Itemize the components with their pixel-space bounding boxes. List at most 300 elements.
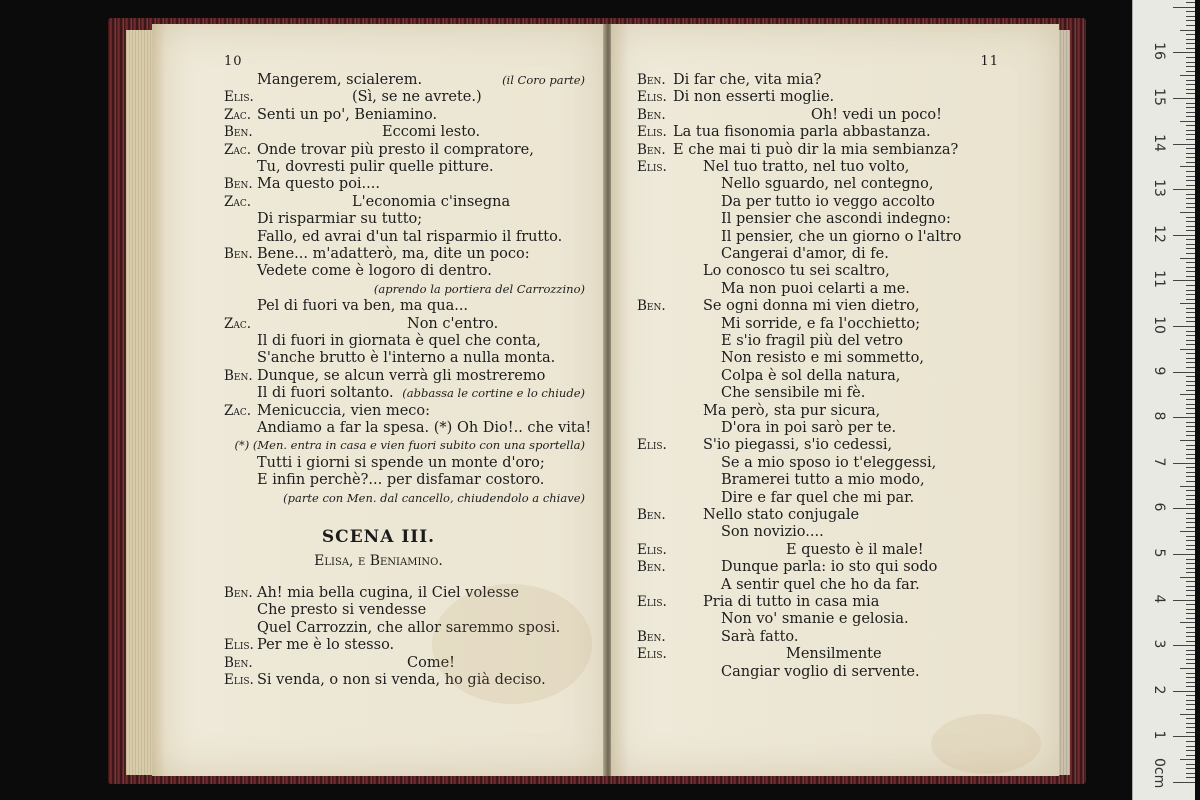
ruler-tick [1186,80,1195,81]
ruler-label: 6 [1151,502,1167,512]
ruler-tick [1186,559,1195,560]
ruler-tick [1186,613,1195,614]
ruler-tick [1186,618,1195,619]
ruler-tick [1186,659,1195,660]
text-line [152,263,605,280]
verse-text: Nello sguardo, nel contegno, [721,176,934,193]
verse-text: Vedete come è logoro di dentro. [257,263,492,280]
text-line [152,350,605,367]
text-line [611,664,1059,681]
ruler-tick [1186,590,1195,591]
ruler-tick [1186,20,1195,21]
text-line [152,124,605,141]
text-line [152,333,605,350]
text-line [611,194,1059,211]
ruler-tick [1186,276,1195,277]
ruler-tick [1186,267,1195,268]
ruler-tick [1173,326,1195,327]
ruler-tick [1186,285,1195,286]
ruler-tick [1186,103,1195,104]
ruler-tick [1186,203,1195,204]
speaker-name: Ben. [224,367,253,384]
text-line [611,437,1059,454]
speaker-name: Elis. [637,594,667,610]
verse-text: Non c'entro. [407,315,499,332]
ruler-tick [1186,504,1195,505]
verse-text: Dunque parla: io sto qui sodo [721,559,938,576]
text-line [152,72,605,89]
text-line [152,229,605,246]
paper-stain [432,584,592,704]
verse-text: Andiamo a far la spesa. (*) Oh Dio!.. che vita! [257,420,592,436]
ruler-tick [1186,390,1195,391]
ruler-label: 1 [1151,730,1167,740]
text-line [152,89,605,106]
ruler-tick [1180,714,1195,715]
text-line [611,176,1059,193]
verse-text: Pria di tutto in casa mia [703,594,880,610]
speaker-name: Elis. [637,159,667,175]
text-line [611,89,1059,106]
verse-text: Tutti i giorni si spende un monte d'oro; [257,454,545,471]
text-line [152,107,605,124]
ruler-tick [1173,417,1195,418]
verse-text: Onde trovar più presto il compratore, [257,141,534,158]
ruler-tick [1186,153,1195,154]
verse-text: Di far che, vita mia? [673,72,822,88]
ruler-label: 14 [1151,133,1167,152]
verse-text: E che mai ti può dir la mia sembianza? [673,141,959,158]
text-line [611,263,1059,280]
ruler-tick [1180,121,1195,122]
ruler-tick [1186,271,1195,272]
text-line [611,577,1059,594]
speaker-name: Zac. [224,315,252,332]
ruler-tick [1173,189,1195,190]
ruler-tick [1173,508,1195,509]
ruler-tick [1186,180,1195,181]
text-line [611,611,1059,628]
speaker-name: Ben. [637,106,666,123]
ruler-tick [1186,746,1195,747]
speaker-name: Elis. [637,437,667,454]
ruler-tick [1186,148,1195,149]
ruler-tick [1186,185,1195,186]
speaker-name: Ben. [637,628,666,645]
ruler-tick [1186,404,1195,405]
speaker-name: Ben. [637,559,666,576]
ruler-label: 8 [1151,411,1167,421]
text-line [152,194,605,211]
ruler-tick [1186,230,1195,231]
ruler-tick [1186,495,1195,496]
verse-text: Bene... m'adatterò, ma, dite un poco: [257,246,530,262]
left-page [152,24,605,776]
ruler-tick [1186,344,1195,345]
text-line [611,246,1059,263]
ruler-tick [1186,682,1195,683]
ruler-label: 10 [1151,316,1167,334]
verse-text: Se a mio sposo io t'eleggessi, [721,454,937,471]
ruler-label: 15 [1151,88,1167,106]
verse-text: Il di fuori in giornata è quel che conta, [257,333,541,349]
ruler-tick [1186,458,1195,459]
verse-text: Mangerem, scialerem. [257,72,423,88]
verse-text: Ma però, sta pur sicura, [703,402,881,419]
ruler-tick [1186,636,1195,637]
ruler-tick [1186,217,1195,218]
verse-text: Che presto si vendesse [257,602,427,619]
ruler-tick [1186,723,1195,724]
ruler-tick [1173,600,1195,601]
verse-text: Fallo, ed avrai d'un tal risparmio il frutto. [257,228,563,245]
verse-text: (Sì, se ne avrete.) [352,89,482,106]
ruler-tick [1186,294,1195,295]
ruler-tick [1186,663,1195,664]
ruler-tick [1180,440,1195,441]
verse-text: Senti un po', Beniamino. [257,106,438,123]
ruler-tick [1186,11,1195,12]
ruler-tick [1186,536,1195,537]
verse-text: E infin perchè?... per disfamar costoro. [257,472,545,489]
text-line [152,246,605,263]
verse-text: Mensilmente [786,646,882,663]
ruler-tick [1186,732,1195,733]
ruler-tick [1180,759,1195,760]
ruler-tick [1186,686,1195,687]
verse-text: Per me è lo stesso. [257,637,395,654]
text-line [611,542,1059,559]
ruler-tick [1186,62,1195,63]
verse-text: D'ora in poi sarò per te. [721,420,897,436]
verse-text: Non vo' smanie e gelosia. [721,611,909,628]
ruler-tick [1186,581,1195,582]
speaker-name: Ben. [637,507,666,523]
ruler-tick [1186,700,1195,701]
verse-text: Dire e far quel che mi par. [721,489,915,506]
ruler-tick [1186,609,1195,610]
ruler-tick [1173,782,1195,783]
verse-text: L'economia c'insegna [352,193,511,210]
ruler-tick [1186,586,1195,587]
ruler-tick [1186,331,1195,332]
ruler-tick [1186,239,1195,240]
verse-text: Tu, dovresti pulir quelle pitture. [257,159,494,175]
speaker-name: Zac. [224,106,252,123]
ruler-tick [1186,704,1195,705]
ruler-tick [1186,499,1195,500]
speaker-name: Zac. [224,193,252,210]
ruler-tick [1186,312,1195,313]
text-line [152,298,605,315]
ruler-tick [1186,176,1195,177]
verse-text: S'io piegassi, s'io cedessi, [703,437,893,454]
ruler-tick [1173,554,1195,555]
ruler-tick [1186,522,1195,523]
speaker-name: Elis. [637,541,667,558]
text-line [152,142,605,159]
right-page-number: 11 [980,54,999,69]
text-line [152,403,605,420]
ruler-label: 2 [1151,685,1167,695]
verse-text: Nello stato conjugale [703,507,860,523]
ruler-tick [1186,107,1195,108]
ruler-tick [1186,399,1195,400]
ruler-tick [1186,764,1195,765]
measuring-ruler [1132,0,1195,800]
ruler-tick [1186,449,1195,450]
ruler-tick [1186,476,1195,477]
ruler-tick [1186,777,1195,778]
ruler-label: 13 [1151,179,1167,198]
verse-text: Nel tuo tratto, nel tuo volto, [703,159,910,175]
ruler-tick [1186,445,1195,446]
text-line [611,594,1059,611]
ruler-tick [1186,130,1195,131]
ruler-tick [1186,290,1195,291]
verse-text: Il pensier, che un giorno o l'altro [721,228,962,245]
ruler-tick [1180,166,1195,167]
ruler-tick [1186,467,1195,468]
ruler-tick [1180,212,1195,213]
ruler-tick [1186,39,1195,40]
ruler-tick [1173,463,1195,464]
ruler-tick [1186,513,1195,514]
text-line [611,368,1059,385]
ruler-tick [1186,157,1195,158]
speaker-name: Ben. [224,246,253,262]
ruler-tick [1186,408,1195,409]
ruler-tick [1180,531,1195,532]
ruler-tick [1186,718,1195,719]
verse-text: Lo conosco tu sei scaltro, [703,263,890,280]
speaker-name: Elis. [224,672,254,688]
text-line [611,420,1059,437]
verse-text: Ah! mia bella cugina, il Ciel volesse [257,585,519,601]
verse-text: Dunque, se alcun verrà gli mostreremo [257,367,546,384]
ruler-label: 7 [1151,457,1167,467]
ruler-tick [1186,221,1195,222]
ruler-tick [1186,426,1195,427]
ruler-tick [1173,7,1195,8]
ruler-label: 12 [1151,224,1167,243]
ruler-tick [1186,367,1195,368]
text-line [611,107,1059,124]
text-line [611,142,1059,159]
speaker-name: Ben. [637,298,666,315]
ruler-tick [1173,235,1195,236]
verse-text: Di non esserti moglie. [673,89,835,106]
ruler-tick [1173,645,1195,646]
ruler-tick [1186,25,1195,26]
ruler-tick [1180,349,1195,350]
verse-text: Che sensibile mi fè. [721,385,866,402]
verse-text: S'anche brutto è l'interno a nulla monta. [257,350,556,367]
ruler-label: 16 [1151,42,1167,61]
text-line [611,524,1059,541]
ruler-label: 5 [1151,548,1167,558]
ruler-tick [1186,481,1195,482]
ruler-tick [1173,691,1195,692]
verse-text: Il di fuori soltanto. [257,385,394,402]
ruler-tick [1186,226,1195,227]
text-line [611,124,1059,141]
ruler-tick [1173,144,1195,145]
ruler-tick [1186,84,1195,85]
speaker-name: Ben. [637,72,666,88]
ruler-tick [1186,727,1195,728]
ruler-tick [1180,258,1195,259]
ruler-tick [1186,572,1195,573]
text-line [152,455,605,472]
text-line [611,385,1059,402]
ruler-tick [1186,16,1195,17]
right-page [611,24,1059,776]
ruler-tick [1186,677,1195,678]
text-line [611,403,1059,420]
ruler-tick [1186,89,1195,90]
text-line [611,350,1059,367]
ruler-tick [1180,394,1195,395]
ruler-tick [1186,549,1195,550]
verse-text: Se ogni donna mi vien dietro, [703,298,920,315]
text-line [611,333,1059,350]
speaker-name: Elis. [637,646,667,663]
verse-text: Il pensier che ascondi indegno: [721,211,951,228]
text-line [152,176,605,193]
text-line [611,490,1059,507]
ruler-tick [1180,486,1195,487]
ruler-tick [1186,335,1195,336]
ruler-tick [1186,413,1195,414]
ruler-tick [1186,595,1195,596]
ruler-tick [1186,750,1195,751]
verse-text: Cangerai d'amor, di fe. [721,246,889,262]
speaker-name: Ben. [224,176,253,193]
ruler-tick [1186,650,1195,651]
stage-direction: (il Coro parte) [502,73,585,87]
text-line [152,159,605,176]
ruler-tick [1186,358,1195,359]
stage-direction: (*) (Men. entra in casa e vien fuori subito con una sportella) [234,438,585,453]
ruler-tick [1186,627,1195,628]
ruler-tick [1186,709,1195,710]
ruler-tick [1186,71,1195,72]
speaker-name: Zac. [224,402,252,419]
ruler-tick [1186,490,1195,491]
ruler-tick [1180,668,1195,669]
ruler-tick [1186,454,1195,455]
speaker-name: Elis. [637,124,667,141]
ruler-tick [1186,435,1195,436]
text-line [611,559,1059,576]
text-line [152,368,605,385]
ruler-tick [1186,604,1195,605]
ruler-tick [1180,303,1195,304]
ruler-tick [1186,139,1195,140]
verse-text: Sarà fatto. [721,628,799,645]
text-line [611,281,1059,298]
scene-subtitle: Elisa, e Beniamino. [314,553,443,569]
ruler-tick [1186,57,1195,58]
left-page-number: 10 [224,54,243,69]
verse-text: Son novizio.... [721,524,824,541]
speaker-name: Elis. [637,89,667,106]
ruler-tick [1186,362,1195,363]
verse-text: Colpa è sol della natura, [721,367,901,384]
ruler-tick [1186,134,1195,135]
ruler-tick [1186,563,1195,564]
ruler-tick [1186,673,1195,674]
verse-text: Di risparmiar su tutto; [257,211,423,228]
speaker-name: Ben. [224,585,253,601]
ruler-tick [1186,207,1195,208]
ruler-tick [1186,695,1195,696]
ruler-tick [1186,353,1195,354]
ruler-tick [1186,262,1195,263]
ruler-tick [1186,768,1195,769]
verse-text: Come! [407,654,455,671]
ruler-tick [1186,654,1195,655]
verse-text: Quel Carrozzin, che allor saremmo sposi. [257,619,561,636]
text-line [152,420,605,437]
stage-direction: (abbassa le cortine e lo chiude) [402,386,585,401]
text-line [152,281,605,298]
verse-text: A sentir quel che ho da far. [721,576,920,593]
ruler-tick [1186,43,1195,44]
ruler-tick [1186,518,1195,519]
text-line [152,490,605,507]
ruler-tick [1186,741,1195,742]
verse-text: Da per tutto io veggo accolto [721,193,935,210]
ruler-tick [1186,198,1195,199]
ruler-tick [1186,472,1195,473]
text-line [611,507,1059,524]
verse-text: E questo è il male! [786,541,924,558]
ruler-tick [1186,632,1195,633]
ruler-tick [1186,385,1195,386]
text-line [611,316,1059,333]
ruler-tick [1186,340,1195,341]
ruler-label: 11 [1151,270,1167,289]
ruler-tick [1186,317,1195,318]
verse-text: Ma non puoi celarti a me. [721,280,910,297]
ruler-tick [1180,75,1195,76]
verse-text: La tua fisonomia parla abbastanza. [673,124,931,141]
speaker-name: Elis. [224,637,254,654]
ruler-tick [1186,545,1195,546]
stage-direction: (parte con Men. dal cancello, chiudendolo a chiave) [283,490,585,505]
verse-text: Menicuccia, vien meco: [257,402,431,419]
text-line [611,298,1059,315]
ruler-tick [1186,755,1195,756]
ruler-tick [1173,372,1195,373]
ruler-tick [1186,162,1195,163]
verse-text: Si venda, o non si venda, ho già deciso. [257,672,546,688]
ruler-tick [1186,116,1195,117]
text-line [611,159,1059,176]
speaker-name: Elis. [224,89,254,106]
verse-text: Ma questo poi.... [257,176,380,193]
ruler-tick [1173,280,1195,281]
scene-title: SCENA III. [321,527,436,547]
speaker-name: Ben. [224,124,253,141]
verse-text: Cangiar voglio di servente. [721,663,920,680]
text-line [611,211,1059,228]
ruler-label: 4 [1151,594,1167,604]
ruler-tick [1180,622,1195,623]
ruler-label: 9 [1151,366,1167,376]
